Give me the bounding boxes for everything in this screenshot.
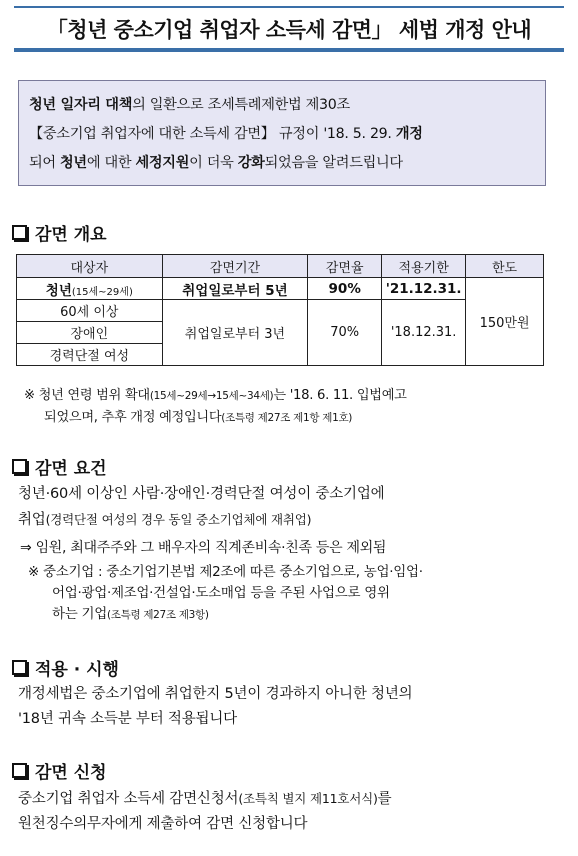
note-text-small: (조특령 제27조 제1항 제1호)	[221, 412, 353, 424]
intro-text: 의 일환으로 조세특례제한법 제30조	[132, 97, 350, 113]
intro-line-3	[29, 149, 535, 178]
section-title: 감면 요건	[35, 459, 107, 479]
requirements-line	[18, 507, 548, 533]
table-header-cell: 감면율	[308, 255, 382, 278]
application-line: '18년 귀속 소득분 부터 적용됩니다	[18, 711, 237, 727]
requirements-note	[28, 562, 548, 626]
intro-text: 【중소기업 취업자에 대한 소득세 감면】 규정이 '18. 5. 29.	[29, 126, 396, 142]
title-top-rule	[14, 6, 564, 8]
table-cell: 60세 이상	[17, 300, 163, 322]
request-line	[18, 786, 548, 812]
checkbox-icon	[12, 660, 27, 675]
section-heading-application	[12, 655, 119, 680]
intro-text: 이 더욱	[189, 155, 238, 171]
overview-note-line-1	[24, 385, 544, 407]
section-title: 감면 개요	[35, 225, 107, 245]
table-cell: 취업일로부터 3년	[162, 300, 308, 366]
title-banner	[14, 6, 564, 52]
note-text-small: (15세~29세→15세~34세)	[149, 390, 274, 402]
intro-emphasis: 세정지원	[135, 155, 190, 171]
requirements-exclusion	[20, 538, 550, 559]
youth-range: (15세~29세)	[71, 286, 133, 298]
requirements-text	[18, 482, 548, 533]
intro-line-2	[29, 120, 535, 149]
requirements-note-line	[28, 604, 548, 626]
table-header-cell: 감면기간	[162, 255, 308, 278]
section-heading-requirements	[12, 454, 107, 479]
note-text: 되었으며, 추후 개정 예정입니다	[44, 410, 222, 425]
exclusion-line: ⇒ 임원, 최대주주와 그 배우자의 직계존비속·친족 등은 제외됨	[20, 540, 387, 556]
note-text: 는 '18. 6. 11. 입법예고	[273, 388, 407, 403]
application-line: 개정세법은 중소기업에 취업한지 5년이 경과하지 아니한 청년의	[18, 686, 413, 702]
table-header-cell: 한도	[466, 255, 544, 278]
requirements-note-line: 어업·광업·제조업·건설업·도소매업 등을 주된 사업으로 영위	[52, 585, 390, 601]
intro-text: 되어	[29, 155, 61, 171]
table-row	[17, 300, 544, 322]
table-cell: 장애인	[17, 322, 163, 344]
requirements-line: 청년·60세 이상인 사람·장애인·경력단절 여성이 중소기업에	[18, 486, 385, 502]
overview-note-line-2	[24, 407, 544, 429]
requirements-text-part: (경력단절 여성의 경우 동일 중소기업체에 재취업)	[45, 512, 312, 527]
requirements-note-line: ※ 중소기업 : 중소기업기본법 제2조에 따른 중소기업으로, 농업·임업·	[28, 564, 423, 580]
requirements-text-part: 취업	[18, 512, 46, 528]
title-bottom-rule	[14, 48, 564, 52]
table-cell: '18.12.31.	[382, 300, 466, 366]
request-text-part: 중소기업 취업자 소득세 감면신청서	[18, 791, 239, 807]
table-header-row	[17, 255, 544, 278]
table-cell: 90%	[308, 278, 382, 300]
intro-text: 되었음을 알려드립니다	[264, 155, 403, 171]
intro-emphasis: 강화	[237, 155, 265, 171]
table-cell: 취업일로부터 5년	[162, 278, 308, 300]
table-cell-limit: 150만원	[466, 278, 544, 366]
note-text: 하는 기업	[52, 606, 107, 622]
section-heading-request	[12, 758, 107, 783]
table-cell: '21.12.31.	[382, 278, 466, 300]
table-header-cell: 적용기한	[382, 255, 466, 278]
intro-emphasis: 청년	[60, 155, 87, 171]
request-line: 원천징수의무자에게 제출하여 감면 신청합니다	[18, 816, 308, 832]
checkbox-icon	[12, 763, 27, 778]
intro-emphasis: 청년 일자리 대책	[29, 97, 133, 113]
intro-text: 에 대한	[86, 155, 136, 171]
section-title: 감면 신청	[35, 763, 107, 783]
request-text-part: (조특칙 별지 제11호서식)	[238, 791, 378, 806]
note-text: ※ 청년 연령 범위 확대	[24, 388, 150, 403]
overview-note	[24, 385, 544, 429]
request-text-part: 를	[377, 791, 392, 807]
note-text-small: (조특령 제27조 제3항)	[106, 609, 209, 621]
summary-table	[16, 254, 544, 366]
table-header-cell: 대상자	[17, 255, 163, 278]
table-cell	[17, 278, 163, 300]
intro-box	[18, 80, 546, 186]
section-heading-overview	[12, 220, 107, 245]
checkbox-icon	[12, 225, 27, 240]
table-cell: 70%	[308, 300, 382, 366]
section-title: 적용 · 시행	[35, 660, 119, 680]
table-cell: 경력단절 여성	[17, 344, 163, 366]
request-text	[18, 786, 548, 837]
page-title: 「청년 중소기업 취업자 소득세 감면」 세법 개정 안내	[46, 18, 532, 42]
checkbox-icon	[12, 459, 27, 474]
youth-label: 청년	[45, 282, 72, 299]
application-text	[18, 682, 548, 732]
table-row	[17, 278, 544, 300]
intro-emphasis: 개정	[395, 126, 423, 142]
intro-line-1	[29, 91, 535, 120]
